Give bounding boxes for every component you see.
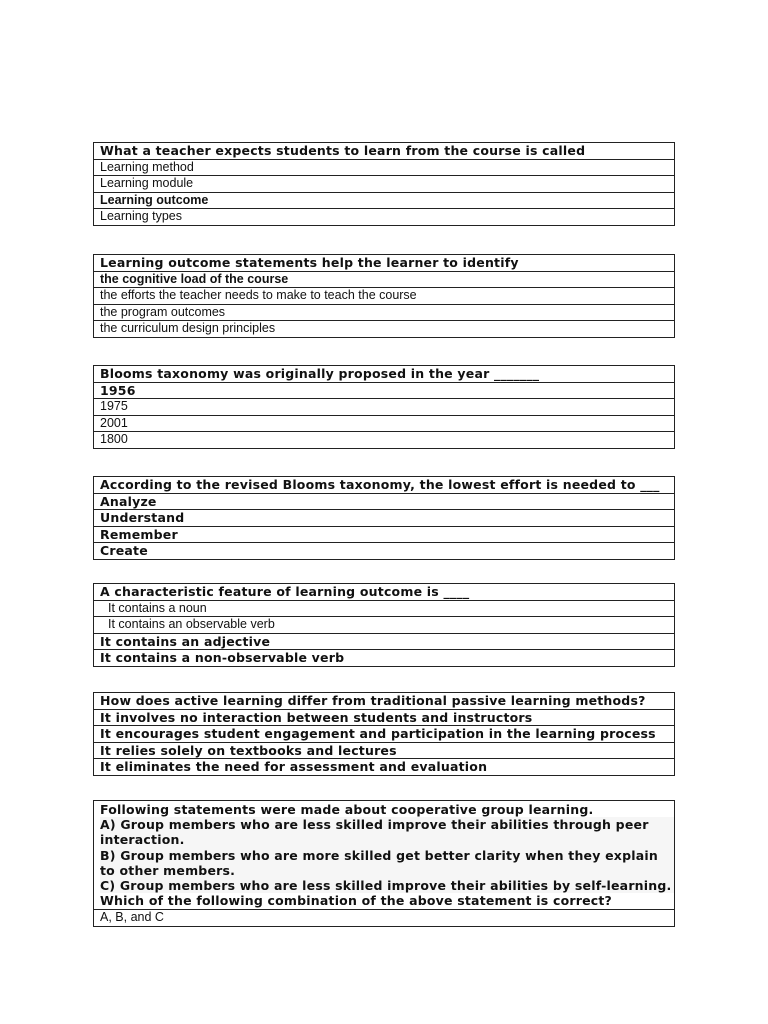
answer-option[interactable]: It contains an adjective xyxy=(94,633,675,650)
question-table-3 xyxy=(93,365,675,449)
answer-option[interactable]: the efforts the teacher needs to make to teach the course xyxy=(94,288,675,305)
question-table-2 xyxy=(93,254,675,338)
answer-option[interactable]: It encourages student engagement and participation in the learning process xyxy=(94,726,675,743)
question-line: A) Group members who are less skilled improve their abilities through peer interaction. xyxy=(100,817,674,847)
answer-option[interactable]: It involves no interaction between students and instructors xyxy=(94,709,675,726)
answer-option[interactable]: Learning outcome xyxy=(94,192,675,209)
question-line: Which of the following combination of the above statement is correct? xyxy=(100,893,612,909)
answer-option[interactable]: It eliminates the need for assessment and evaluation xyxy=(94,759,675,776)
question-text: Blooms taxonomy was originally proposed in the year _______ xyxy=(94,366,675,383)
answer-option[interactable]: It contains a noun xyxy=(94,600,675,617)
question-table-7 xyxy=(93,800,675,927)
answer-option[interactable]: Learning types xyxy=(94,209,675,226)
question-text: According to the revised Blooms taxonomy, the lowest effort is needed to ___ xyxy=(94,477,675,494)
question-table-6 xyxy=(93,692,675,776)
answer-option[interactable]: Understand xyxy=(94,510,675,527)
question-text xyxy=(94,801,675,910)
answer-option[interactable]: the program outcomes xyxy=(94,304,675,321)
question-line: B) Group members who are more skilled get better clarity when they explain to other members. xyxy=(100,848,674,878)
answer-option[interactable]: the cognitive load of the course xyxy=(94,271,675,288)
answer-option[interactable]: Create xyxy=(94,543,675,560)
question-text: What a teacher expects students to learn from the course is called xyxy=(94,143,675,160)
answer-option[interactable]: the curriculum design principles xyxy=(94,321,675,338)
answer-option[interactable]: 1956 xyxy=(94,382,675,399)
answer-option[interactable]: 1800 xyxy=(94,432,675,449)
question-line: C) Group members who are less skilled improve their abilities by self-learning. xyxy=(100,878,674,893)
answer-option[interactable]: It relies solely on textbooks and lectures xyxy=(94,742,675,759)
answer-option[interactable]: Remember xyxy=(94,526,675,543)
question-table-5 xyxy=(93,583,675,667)
question-text: How does active learning differ from traditional passive learning methods? xyxy=(94,693,675,710)
answer-option[interactable]: Learning module xyxy=(94,176,675,193)
answer-option[interactable]: 1975 xyxy=(94,399,675,416)
question-text: A characteristic feature of learning outcome is ____ xyxy=(94,584,675,601)
answer-option[interactable]: Learning method xyxy=(94,159,675,176)
question-table-4 xyxy=(93,476,675,560)
answer-option[interactable]: Analyze xyxy=(94,493,675,510)
answer-option[interactable]: It contains an observable verb xyxy=(94,617,675,634)
answer-option[interactable]: It contains a non-observable verb xyxy=(94,650,675,667)
answer-option[interactable]: A, B, and C xyxy=(94,910,675,927)
answer-option[interactable]: 2001 xyxy=(94,415,675,432)
question-text: Learning outcome statements help the learner to identify xyxy=(94,255,675,272)
question-line: Following statements were made about cooperative group learning. xyxy=(100,802,594,817)
question-table-1 xyxy=(93,142,675,226)
